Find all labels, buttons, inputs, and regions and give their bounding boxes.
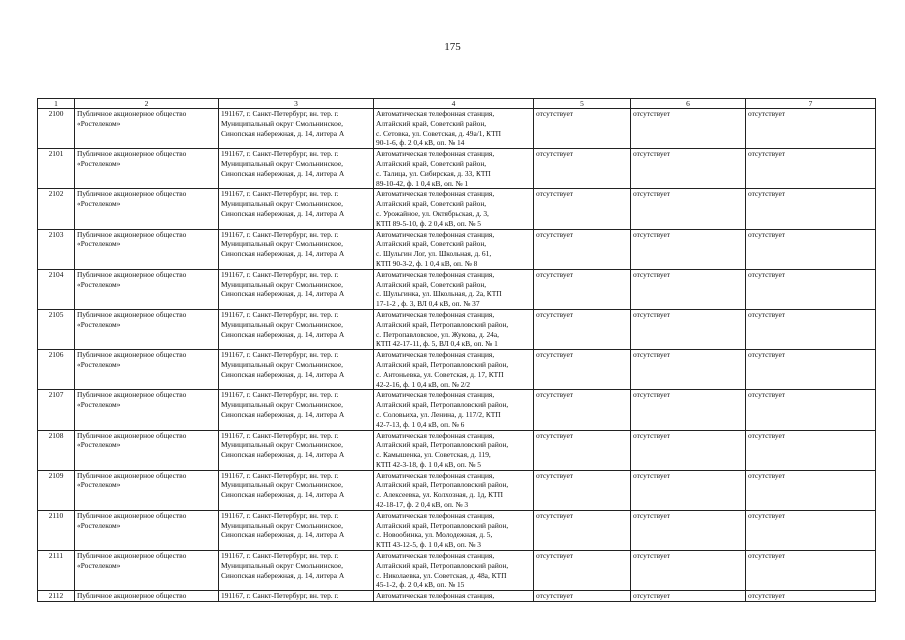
row-number-cell: 2108 xyxy=(38,430,75,470)
object-cell xyxy=(374,229,534,269)
col5-cell: отсутствует xyxy=(534,591,631,602)
owner-cell xyxy=(75,551,219,591)
col7-cell: отсутствует xyxy=(746,149,876,189)
owner-cell xyxy=(75,189,219,229)
col7-cell: отсутствует xyxy=(746,551,876,591)
col6-cell: отсутствует xyxy=(631,470,746,510)
col5-cell: отсутствует xyxy=(534,109,631,149)
col5-cell: отсутствует xyxy=(534,430,631,470)
address-line: Муниципальный округ Смольнинское, xyxy=(221,158,343,168)
owner-line: Публичное акционерное общество xyxy=(77,269,187,279)
table-row xyxy=(38,551,876,591)
owner-line: Публичное акционерное общество xyxy=(77,430,187,440)
owner-line: «Ростелеком» xyxy=(77,118,121,128)
address-cell xyxy=(219,189,374,229)
address-line: Синопская набережная, д. 14, литера А xyxy=(221,450,345,460)
object-line: с. Новообинка, ул. Молодежная, д. 5, xyxy=(376,530,493,540)
col5-cell: отсутствует xyxy=(534,390,631,430)
col6-cell: отсутствует xyxy=(631,390,746,430)
column-header-2: 2 xyxy=(75,99,219,109)
address-line: 191167, г. Санкт-Петербург, вн. тер. г. xyxy=(221,470,339,480)
col5-cell: отсутствует xyxy=(534,229,631,269)
table-row xyxy=(38,309,876,349)
address-line: Муниципальный округ Смольнинское, xyxy=(221,118,343,128)
object-cell xyxy=(374,350,534,390)
owner-line: «Ростелеком» xyxy=(77,560,121,570)
owner-line: Публичное акционерное общество xyxy=(77,510,187,520)
row-number-cell: 2100 xyxy=(38,109,75,149)
address-cell xyxy=(219,510,374,550)
col5-cell: отсутствует xyxy=(534,551,631,591)
address-line: Синопская набережная, д. 14, литера А xyxy=(221,409,345,419)
address-line: Муниципальный округ Смольнинское, xyxy=(221,359,343,369)
owner-cell xyxy=(75,510,219,550)
row-number-cell: 2101 xyxy=(38,149,75,189)
address-line: 191167, г. Санкт-Петербург, вн. тер. г. xyxy=(221,390,339,400)
object-line: КТП 89-5-10, ф. 2 0,4 кВ, оп. № 5 xyxy=(376,218,481,228)
col7-cell: отсутствует xyxy=(746,309,876,349)
object-line: Автоматическая телефонная станция, xyxy=(376,350,495,360)
address-cell xyxy=(219,430,374,470)
address-cell xyxy=(219,591,374,602)
object-cell xyxy=(374,510,534,550)
address-line: Синопская набережная, д. 14, литера А xyxy=(221,530,345,540)
table-row xyxy=(38,430,876,470)
register-body xyxy=(38,109,876,602)
address-line: Муниципальный округ Смольнинское, xyxy=(221,199,343,209)
address-line: 191167, г. Санкт-Петербург, вн. тер. г. xyxy=(221,350,339,360)
table-row xyxy=(38,510,876,550)
table-row xyxy=(38,591,876,602)
row-number-cell: 2104 xyxy=(38,269,75,309)
owner-line: «Ростелеком» xyxy=(77,279,121,289)
page-number: 175 xyxy=(444,41,461,53)
object-cell xyxy=(374,551,534,591)
owner-line: «Ростелеком» xyxy=(77,239,121,249)
owner-cell xyxy=(75,109,219,149)
owner-cell xyxy=(75,430,219,470)
address-line: 191167, г. Санкт-Петербург, вн. тер. г. xyxy=(221,551,339,561)
object-line: Алтайский край, Советский район, xyxy=(376,239,487,249)
owner-line: Публичное акционерное общество xyxy=(77,470,187,480)
owner-cell xyxy=(75,229,219,269)
row-number-cell: 2112 xyxy=(38,591,75,602)
col6-cell: отсутствует xyxy=(631,350,746,390)
address-line: 191167, г. Санкт-Петербург, вн. тер. г. xyxy=(221,430,339,440)
address-line: Синопская набережная, д. 14, литера А xyxy=(221,128,345,138)
col5-cell: отсутствует xyxy=(534,309,631,349)
address-cell xyxy=(219,149,374,189)
owner-line: «Ростелеком» xyxy=(77,400,121,410)
address-line: Муниципальный округ Смольнинское, xyxy=(221,319,343,329)
owner-line: Публичное акционерное общество xyxy=(77,350,187,360)
object-line: Автоматическая телефонная станция, xyxy=(376,189,495,199)
address-cell xyxy=(219,229,374,269)
column-header-1: 1 xyxy=(38,99,75,109)
object-line: Автоматическая телефонная станция, xyxy=(376,430,495,440)
owner-line: «Ростелеком» xyxy=(77,158,121,168)
column-header-5: 5 xyxy=(534,99,631,109)
object-line: Алтайский край, Петропавловский район, xyxy=(376,400,509,410)
address-line: Муниципальный округ Смольнинское, xyxy=(221,440,343,450)
address-line: 191167, г. Санкт-Петербург, вн. тер. г. xyxy=(221,591,339,601)
address-line: 191167, г. Санкт-Петербург, вн. тер. г. xyxy=(221,109,339,118)
col7-cell: отсутствует xyxy=(746,109,876,149)
row-number-cell: 2106 xyxy=(38,350,75,390)
object-line: Алтайский край, Петропавловский район, xyxy=(376,440,509,450)
col5-cell: отсутствует xyxy=(534,510,631,550)
address-line: Муниципальный округ Смольнинское, xyxy=(221,400,343,410)
address-line: Синопская набережная, д. 14, литера А xyxy=(221,490,345,500)
col6-cell: отсутствует xyxy=(631,510,746,550)
register-table xyxy=(37,98,876,602)
object-line: с. Урожайное, ул. Октябрьская, д. 3, xyxy=(376,208,489,218)
col7-cell: отсутствует xyxy=(746,510,876,550)
owner-line: Публичное акционерное общество xyxy=(77,591,187,601)
address-cell xyxy=(219,109,374,149)
col6-cell: отсутствует xyxy=(631,551,746,591)
owner-line: Публичное акционерное общество xyxy=(77,189,187,199)
column-header-7: 7 xyxy=(746,99,876,109)
address-line: Синопская набережная, д. 14, литера А xyxy=(221,249,345,259)
row-number-cell: 2107 xyxy=(38,390,75,430)
object-line: Автоматическая телефонная станция, xyxy=(376,149,495,159)
column-header-6: 6 xyxy=(631,99,746,109)
col5-cell: отсутствует xyxy=(534,149,631,189)
object-line: Алтайский край, Петропавловский район, xyxy=(376,560,509,570)
address-cell xyxy=(219,390,374,430)
object-line: 42-7-13, ф. 1 0,4 кВ, оп. № 6 xyxy=(376,419,465,429)
address-cell xyxy=(219,350,374,390)
object-line: Автоматическая телефонная станция, xyxy=(376,390,495,400)
row-number-cell: 2103 xyxy=(38,229,75,269)
object-line: КТП 90-3-2, ф. 1 0,4 кВ, оп. № 8 xyxy=(376,258,478,268)
object-line: Алтайский край, Советский район, xyxy=(376,118,487,128)
owner-line: «Ростелеком» xyxy=(77,520,121,530)
col5-cell: отсутствует xyxy=(534,189,631,229)
object-cell xyxy=(374,109,534,149)
row-number-cell: 2110 xyxy=(38,510,75,550)
address-cell xyxy=(219,470,374,510)
object-line: КТП 42-17-11, ф. 5, ВЛ 0,4 кВ, оп. № 1 xyxy=(376,339,498,349)
owner-cell xyxy=(75,269,219,309)
object-cell xyxy=(374,430,534,470)
owner-line: Публичное акционерное общество xyxy=(77,229,187,239)
object-line: с. Антоньевка, ул. Советская, д. 17, КТП xyxy=(376,369,504,379)
col5-cell: отсутствует xyxy=(534,350,631,390)
address-line: 191167, г. Санкт-Петербург, вн. тер. г. xyxy=(221,269,339,279)
col7-cell: отсутствует xyxy=(746,350,876,390)
object-line: Алтайский край, Петропавловский район, xyxy=(376,319,509,329)
object-line: Автоматическая телефонная станция, xyxy=(376,470,495,480)
col7-cell: отсутствует xyxy=(746,591,876,602)
address-line: Муниципальный округ Смольнинское, xyxy=(221,239,343,249)
object-cell xyxy=(374,309,534,349)
address-line: Синопская набережная, д. 14, литера А xyxy=(221,329,345,339)
object-cell xyxy=(374,591,534,602)
object-line: Алтайский край, Петропавловский район, xyxy=(376,359,509,369)
object-line: 90-1-6, ф. 2 0,4 кВ, оп. № 14 xyxy=(376,138,465,148)
object-line: с. Николаевка, ул. Советская, д. 48а, КТП xyxy=(376,570,507,580)
header-row xyxy=(38,99,876,109)
owner-line: Публичное акционерное общество xyxy=(77,109,187,118)
row-number-cell: 2105 xyxy=(38,309,75,349)
object-line: 89-10-42, ф. 1 0,4 кВ, оп. № 1 xyxy=(376,178,469,188)
address-line: Синопская набережная, д. 14, литера А xyxy=(221,168,345,178)
object-cell xyxy=(374,390,534,430)
object-line: с. Соловьиха, ул. Ленина, д. 117/2, КТП xyxy=(376,409,501,419)
object-line: КТП 43-12-5, ф. 1 0,4 кВ, оп. № 3 xyxy=(376,540,481,550)
owner-line: Публичное акционерное общество xyxy=(77,551,187,561)
object-line: с. Шульгинка, ул. Школьная, д. 2а, КТП xyxy=(376,289,502,299)
object-line: Автоматическая телефонная станция, xyxy=(376,510,495,520)
address-line: Синопская набережная, д. 14, литера А xyxy=(221,369,345,379)
col7-cell: отсутствует xyxy=(746,269,876,309)
address-line: Муниципальный округ Смольнинское, xyxy=(221,480,343,490)
owner-line: Публичное акционерное общество xyxy=(77,149,187,159)
object-line: с. Сетовка, ул. Советская, д. 49а/1, КТП xyxy=(376,128,501,138)
object-line: с. Камышенка, ул. Советская, д. 119, xyxy=(376,450,491,460)
object-line: Алтайский край, Советский район, xyxy=(376,279,487,289)
col6-cell: отсутствует xyxy=(631,430,746,470)
object-line: с. Петропавловское, ул. Жукова, д. 24а, xyxy=(376,329,499,339)
owner-cell xyxy=(75,350,219,390)
object-cell xyxy=(374,470,534,510)
col7-cell: отсутствует xyxy=(746,189,876,229)
owner-cell xyxy=(75,390,219,430)
address-line: 191167, г. Санкт-Петербург, вн. тер. г. xyxy=(221,189,339,199)
table-row xyxy=(38,149,876,189)
owner-line: Публичное акционерное общество xyxy=(77,390,187,400)
address-cell xyxy=(219,551,374,591)
address-line: 191167, г. Санкт-Петербург, вн. тер. г. xyxy=(221,510,339,520)
col7-cell: отсутствует xyxy=(746,430,876,470)
address-line: 191167, г. Санкт-Петербург, вн. тер. г. xyxy=(221,149,339,159)
col6-cell: отсутствует xyxy=(631,149,746,189)
owner-cell xyxy=(75,149,219,189)
object-line: 42-2-16, ф. 1 0,4 кВ, оп. № 2/2 xyxy=(376,379,471,389)
object-line: Алтайский край, Петропавловский район, xyxy=(376,520,509,530)
object-cell xyxy=(374,149,534,189)
row-number-cell: 2102 xyxy=(38,189,75,229)
address-line: Синопская набережная, д. 14, литера А xyxy=(221,570,345,580)
object-line: 42-18-17, ф. 2 0,4 кВ, оп. № 3 xyxy=(376,500,469,510)
address-line: Синопская набережная, д. 14, литера А xyxy=(221,289,345,299)
address-line: Муниципальный округ Смольнинское, xyxy=(221,520,343,530)
object-line: с. Талица, ул. Сибирская, д. 33, КТП xyxy=(376,168,491,178)
col7-cell: отсутствует xyxy=(746,390,876,430)
col6-cell: отсутствует xyxy=(631,109,746,149)
col6-cell: отсутствует xyxy=(631,229,746,269)
table-row xyxy=(38,390,876,430)
object-line: с. Шульгин Лог, ул. Школьная, д. 61, xyxy=(376,249,492,259)
object-line: Автоматическая телефонная станция, xyxy=(376,229,495,239)
object-cell xyxy=(374,189,534,229)
owner-line: «Ростелеком» xyxy=(77,440,121,450)
object-line: КТП 42-3-18, ф. 1 0,4 кВ, оп. № 5 xyxy=(376,459,481,469)
owner-line: Публичное акционерное общество xyxy=(77,309,187,319)
col6-cell: отсутствует xyxy=(631,269,746,309)
object-line: Автоматическая телефонная станция, xyxy=(376,551,495,561)
object-line: Алтайский край, Советский район, xyxy=(376,158,487,168)
object-line: 17-1-2 , ф. 3, ВЛ 0,4 кВ, оп. № 37 xyxy=(376,299,480,309)
column-header-4: 4 xyxy=(374,99,534,109)
object-cell xyxy=(374,269,534,309)
col7-cell: отсутствует xyxy=(746,470,876,510)
object-line: Автоматическая телефонная станция, xyxy=(376,109,495,118)
object-line: Автоматическая телефонная станция, xyxy=(376,309,495,319)
col6-cell: отсутствует xyxy=(631,189,746,229)
row-number-cell: 2111 xyxy=(38,551,75,591)
object-line: с. Алексеевка, ул. Колхозная, д. 1д, КТП xyxy=(376,490,503,500)
address-line: Муниципальный округ Смольнинское, xyxy=(221,279,343,289)
col7-cell: отсутствует xyxy=(746,229,876,269)
table-row xyxy=(38,470,876,510)
address-line: 191167, г. Санкт-Петербург, вн. тер. г. xyxy=(221,229,339,239)
object-line: Алтайский край, Петропавловский район, xyxy=(376,480,509,490)
owner-cell xyxy=(75,309,219,349)
owner-cell xyxy=(75,470,219,510)
object-line: Автоматическая телефонная станция, xyxy=(376,591,495,601)
table-row xyxy=(38,229,876,269)
col6-cell: отсутствует xyxy=(631,309,746,349)
address-line: Муниципальный округ Смольнинское, xyxy=(221,560,343,570)
col5-cell: отсутствует xyxy=(534,269,631,309)
address-line: Синопская набережная, д. 14, литера А xyxy=(221,208,345,218)
table-row xyxy=(38,350,876,390)
table-row xyxy=(38,189,876,229)
col6-cell: отсутствует xyxy=(631,591,746,602)
table-row xyxy=(38,109,876,149)
address-cell xyxy=(219,269,374,309)
owner-line: «Ростелеком» xyxy=(77,199,121,209)
owner-line: «Ростелеком» xyxy=(77,359,121,369)
address-cell xyxy=(219,309,374,349)
row-number-cell: 2109 xyxy=(38,470,75,510)
address-line: 191167, г. Санкт-Петербург, вн. тер. г. xyxy=(221,309,339,319)
column-header-3: 3 xyxy=(219,99,374,109)
owner-line: «Ростелеком» xyxy=(77,480,121,490)
owner-cell xyxy=(75,591,219,602)
object-line: 45-1-2, ф. 2 0,4 кВ, оп. № 15 xyxy=(376,580,465,590)
table-row xyxy=(38,269,876,309)
object-line: Автоматическая телефонная станция, xyxy=(376,269,495,279)
owner-line: «Ростелеком» xyxy=(77,319,121,329)
object-line: Алтайский край, Советский район, xyxy=(376,199,487,209)
col5-cell: отсутствует xyxy=(534,470,631,510)
